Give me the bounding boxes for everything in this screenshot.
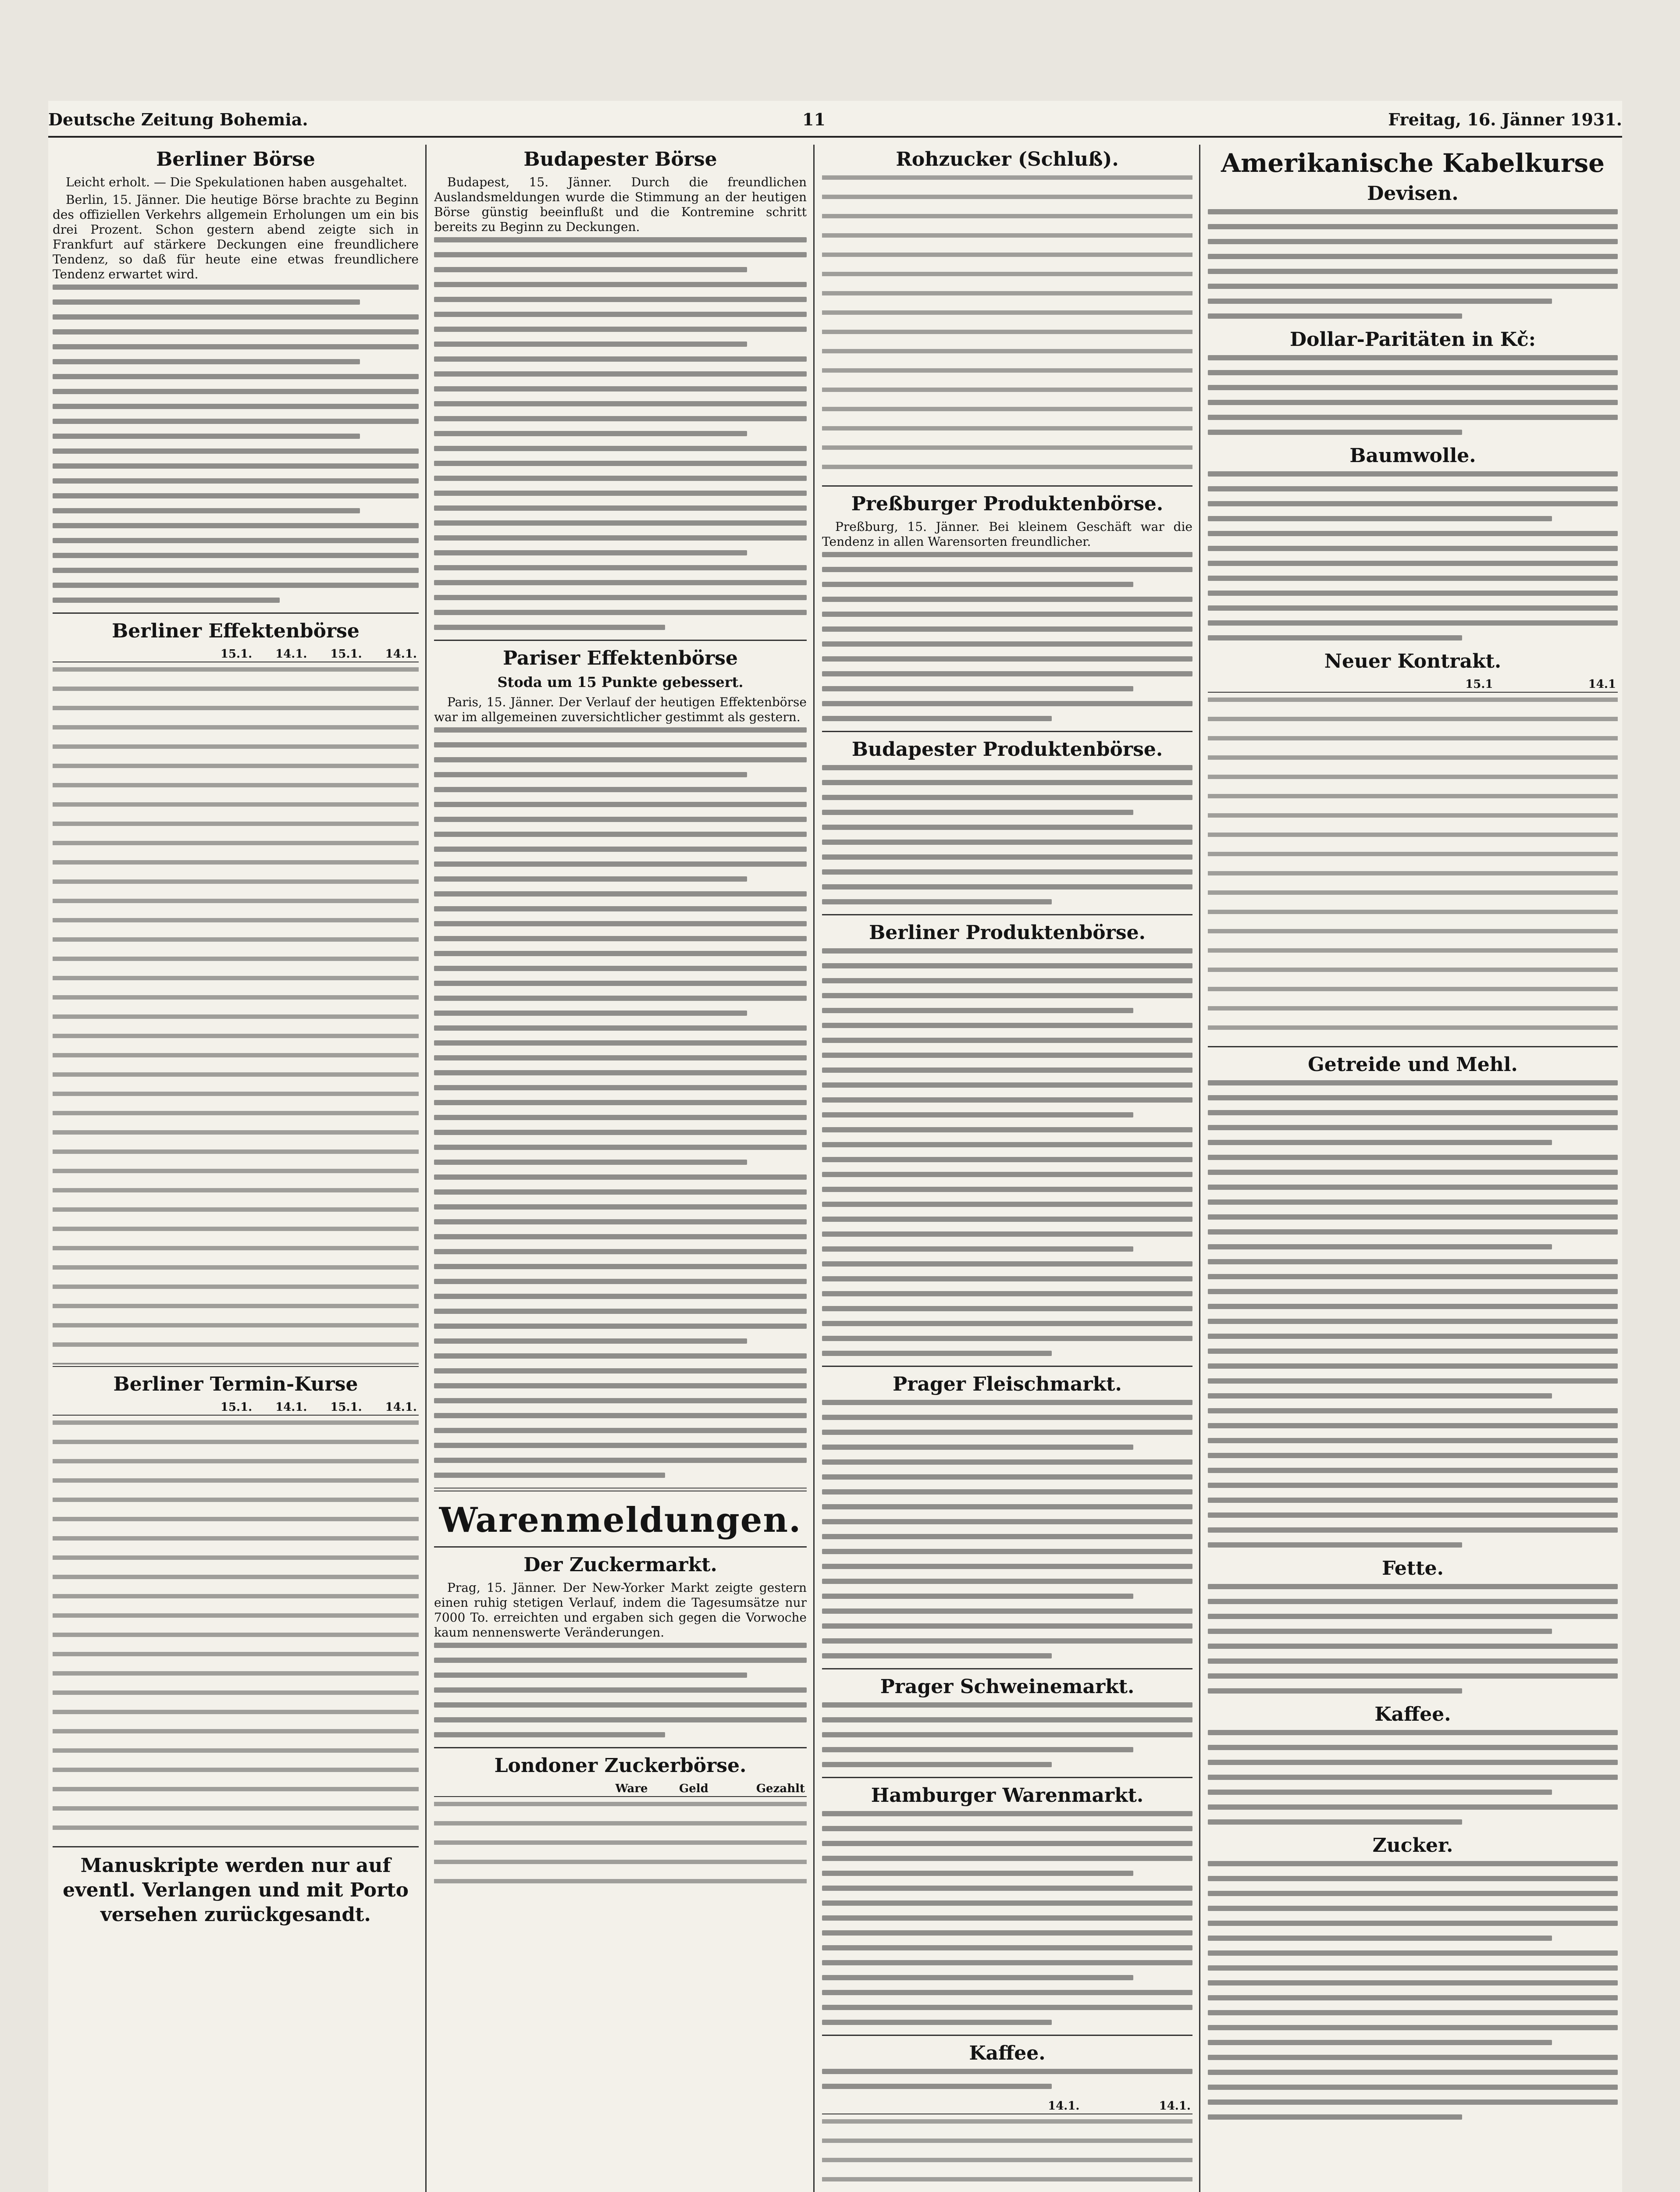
warenmeldungen-heading: Warenmeldungen. xyxy=(439,1500,802,1540)
section-title-londoner-zucker: Londoner Zuckerbörse. xyxy=(494,1754,747,1777)
manuscript-notice: Manuskripte werden nur auf eventl. Verlangen und mit Porto versehen zurückgesandt. xyxy=(63,1854,409,1926)
column-2 xyxy=(434,145,807,2192)
divider xyxy=(1208,1046,1618,1047)
column-rule xyxy=(425,145,427,2192)
divider xyxy=(822,1366,1192,1367)
section-title-fette: Fette. xyxy=(1382,1557,1444,1580)
table-head: 14.1 xyxy=(1495,677,1618,692)
kontrakt-rows xyxy=(1208,697,1618,1040)
divider xyxy=(434,640,807,641)
table-head: 15.1. xyxy=(309,1400,364,1415)
article-lines xyxy=(434,1643,807,1737)
table-head: 14.1. xyxy=(364,647,419,662)
divider xyxy=(434,1747,807,1748)
section-title-neuer-kontrakt: Neuer Kontrakt. xyxy=(1324,650,1502,673)
running-head xyxy=(48,101,1622,138)
section-title-kabelkurse: Amerikanische Kabelkurse xyxy=(1221,148,1605,178)
article-body xyxy=(434,695,807,725)
column-3 xyxy=(822,145,1192,2192)
section-title-rohzucker: Rohzucker (Schluß). xyxy=(896,148,1119,171)
section-title-baumwolle: Baumwolle. xyxy=(1349,445,1476,467)
article-lines xyxy=(822,1400,1192,1658)
column-1 xyxy=(53,145,419,2192)
article-body xyxy=(53,192,419,282)
article-lines xyxy=(1208,355,1618,435)
kaffee-table xyxy=(822,2099,1192,2114)
divider xyxy=(822,1777,1192,1778)
column-4 xyxy=(1208,145,1618,2192)
table-head: 15.1. xyxy=(309,647,364,662)
divider xyxy=(822,731,1192,732)
section-title-hamburger: Hamburger Warenmarkt. xyxy=(871,1784,1144,1807)
article-lines xyxy=(822,948,1192,1356)
section-subtitle: Stoda um 15 Punkte gebessert. xyxy=(497,674,744,690)
divider xyxy=(53,1363,419,1367)
article-lines xyxy=(822,1811,1192,2025)
body-text: Prag, 15. Jänner. Der New-Yorker Markt zeigte gestern einen ruhig stetigen Verlauf, indem die Tagesumsätze nur 7000 To. erreichten und ergaben sich gegen die Vorwoche kaum nennenswerte Veränderungen. xyxy=(434,1580,807,1640)
divider xyxy=(822,2035,1192,2036)
body-text: Paris, 15. Jänner. Der Verlauf der heutigen Effektenbörse war im allgemeinen zuversichtlicher gestimmt als gestern. xyxy=(434,695,807,724)
section-title-getreide: Getreide und Mehl. xyxy=(1308,1053,1518,1076)
table-head: Geld xyxy=(650,1781,710,1797)
table-head: 15.1 xyxy=(1372,677,1495,692)
rohzucker-rows xyxy=(822,175,1192,479)
section-title-berliner-produkten: Berliner Produktenbörse. xyxy=(869,922,1146,944)
section-title-dollar-paritaeten: Dollar-Paritäten in Kč: xyxy=(1290,328,1536,351)
divider xyxy=(53,612,419,614)
table-head: 14.1. xyxy=(254,647,309,662)
section-title-termin-kurse: Berliner Termin-Kurse xyxy=(113,1373,358,1395)
section-title-zucker-ny: Zucker. xyxy=(1372,1834,1453,1857)
column-rule xyxy=(813,145,815,2192)
newspaper-page xyxy=(48,101,1622,2192)
divider xyxy=(822,1668,1192,1669)
lead-text: Leicht erholt. — Die Spekulationen haben ausgehaltet. xyxy=(66,175,407,189)
section-title-fleischmarkt: Prager Fleischmarkt. xyxy=(893,1373,1122,1395)
table-head: Gezahlt xyxy=(710,1781,807,1797)
table-head: 14.1. xyxy=(1082,2099,1193,2114)
date-line: Freitag, 16. Jänner 1931. xyxy=(1388,110,1622,129)
section-title-pressburger: Preßburger Produktenbörse. xyxy=(851,493,1164,515)
column-rule xyxy=(1199,145,1200,2192)
article-lines xyxy=(434,237,807,630)
article-body xyxy=(434,1580,807,1640)
body-text: Budapest, 15. Jänner. Durch die freundlichen Auslandsmeldungen wurde die Stimmung an der heutigen Börse günstig beeinflußt und die Kontremine schritt bereits zu Beginn zu Deckungen. xyxy=(434,175,807,234)
divider xyxy=(822,485,1192,487)
table-head: Ware xyxy=(583,1781,650,1797)
section-title-schweinemarkt: Prager Schweinemarkt. xyxy=(880,1676,1135,1698)
article-lines xyxy=(1208,1861,1618,2120)
article-lines xyxy=(822,552,1192,721)
section-title-devisen: Devisen. xyxy=(1367,182,1459,205)
section-title-zuckermarkt: Der Zuckermarkt. xyxy=(523,1554,717,1576)
table-head: 14.1. xyxy=(970,2099,1082,2114)
article-lines xyxy=(1208,209,1618,319)
article-lines xyxy=(822,1702,1192,1767)
section-title-effektenboerse: Berliner Effektenbörse xyxy=(112,620,359,642)
body-text: Berlin, 15. Jänner. Die heutige Börse brachte zu Beginn des offiziellen Verkehrs allgemein Erholungen um ein bis drei Prozent. Schon gestern abend zeigte sich in Frankfurt auf stärkere Deckungen eine freundlichere Tendenz, so daß für heute eine etwas freundlichere Tendenz erwartet wird. xyxy=(53,192,419,281)
divider xyxy=(434,1487,807,1491)
masthead-left: Deutsche Zeitung Bohemia. xyxy=(48,110,308,129)
article-lines xyxy=(1208,471,1618,641)
quotes-rows xyxy=(53,667,419,1357)
section-title-kaffee: Kaffee. xyxy=(969,2042,1046,2064)
body-text: Preßburg, 15. Jänner. Bei kleinem Geschäft war die Tendenz in allen Warensorten freundlicher. xyxy=(822,520,1192,549)
divider xyxy=(434,1546,807,1548)
article-lines xyxy=(1208,1080,1618,1548)
termin-rows xyxy=(53,1420,419,1840)
table-head: 14.1. xyxy=(254,1400,309,1415)
article-lead xyxy=(53,175,419,190)
section-title-kaffee-ny: Kaffee. xyxy=(1374,1703,1451,1726)
divider xyxy=(822,914,1192,915)
section-title-budapester-produkten: Budapester Produktenbörse. xyxy=(851,738,1163,761)
article-lines xyxy=(822,2069,1192,2089)
london-rows xyxy=(434,1802,807,1893)
section-title-berliner-boerse: Berliner Börse xyxy=(156,148,315,171)
london-table xyxy=(434,1781,807,1797)
article-body xyxy=(822,520,1192,549)
kaffee-rows xyxy=(822,2119,1192,2192)
page-number: 11 xyxy=(802,110,826,129)
section-title-pariser-boerse: Pariser Effektenbörse xyxy=(502,647,738,669)
table-head: 14.1. xyxy=(364,1400,419,1415)
termin-table xyxy=(53,1400,419,1416)
table-head: 15.1. xyxy=(199,647,254,662)
article-lines xyxy=(434,727,807,1478)
divider xyxy=(53,1846,419,1847)
article-body xyxy=(434,175,807,235)
quotes-table xyxy=(53,647,419,662)
article-lines xyxy=(53,285,419,603)
section-title-budapester-boerse: Budapester Börse xyxy=(523,148,717,171)
kontrakt-table xyxy=(1208,677,1618,693)
article-lines xyxy=(1208,1584,1618,1694)
article-lines xyxy=(822,765,1192,904)
table-head: 15.1. xyxy=(199,1400,254,1415)
article-lines xyxy=(1208,1730,1618,1825)
